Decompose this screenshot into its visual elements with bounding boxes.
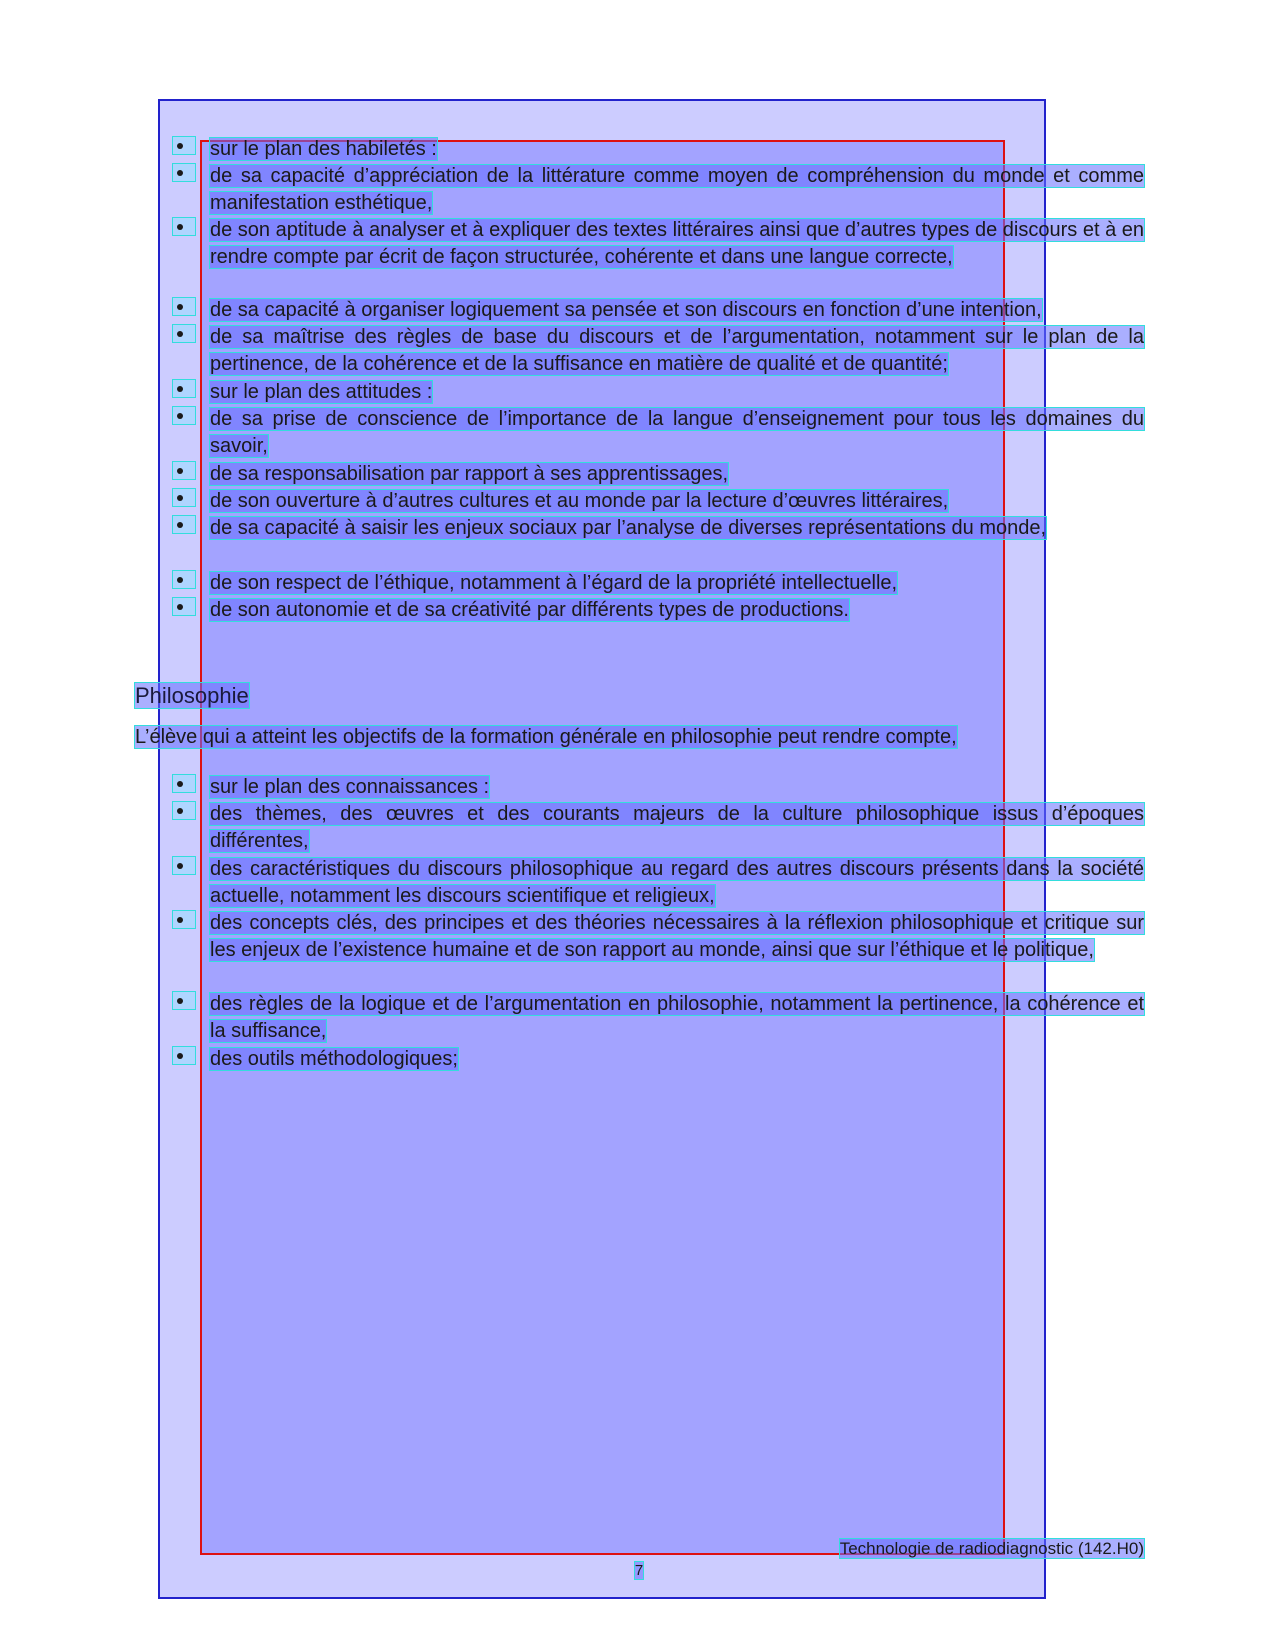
bullet-icon	[172, 801, 196, 820]
bullet-icon	[172, 488, 196, 507]
section-heading-text: Philosophie	[135, 683, 249, 708]
list-item	[172, 515, 1144, 542]
list-item	[172, 1046, 1144, 1073]
list-item	[172, 217, 1144, 270]
list-item	[172, 597, 1144, 624]
bullet-icon	[172, 324, 196, 343]
list-item	[172, 488, 1144, 515]
list-item	[172, 136, 1144, 163]
bullet-icon	[172, 856, 196, 875]
list-item	[172, 991, 1144, 1044]
list-item-text: des outils méthodologiques;	[210, 1048, 458, 1070]
list-item-text: de sa responsabilisation par rapport à ses apprentissages,	[210, 463, 729, 485]
list-item-text: des règles de la logique et de l’argumentation en philosophie, notamment la pertinence, la cohérence et la suffisance,	[210, 993, 1144, 1042]
list-item	[172, 774, 1144, 801]
list-item-text: sur le plan des connaissances :	[210, 776, 490, 798]
section-heading	[135, 683, 249, 709]
bullet-icon	[172, 136, 196, 155]
list-item-text: des concepts clés, des principes et des théories nécessaires à la réflexion philosophique et critique sur les enjeux de l’existence humaine et de son rapport au monde, ainsi que sur l’éthique et le politique,	[210, 912, 1144, 961]
bullet-icon	[172, 163, 196, 182]
bullet-icon	[172, 379, 196, 398]
list-item	[172, 461, 1144, 488]
list-item	[172, 856, 1144, 909]
list-item-text: de son ouverture à d’autres cultures et au monde par la lecture d’œuvres littéraires,	[210, 490, 949, 512]
page-number	[630, 1562, 648, 1580]
list-item-text: de son autonomie et de sa créativité par différents types de productions.	[210, 599, 849, 621]
footer-program-text: Technologie de radiodiagnostic (142.H0)	[839, 1539, 1144, 1558]
list-item-text: de sa maîtrise des règles de base du discours et de l’argumentation, notamment sur le plan de la pertinence, de la cohérence et de la suffisance en matière de qualité et de quantité;	[210, 326, 1144, 375]
section-intro-text: L’élève qui a atteint les objectifs de la formation générale en philosophie peut rendre compte,	[135, 726, 957, 748]
list-item-text: de sa prise de conscience de l’importance de la langue d’enseignement pour tous les domaines du savoir,	[210, 408, 1144, 457]
bullet-icon	[172, 597, 196, 616]
page-number-text: 7	[634, 1562, 644, 1579]
list-item-text: de sa capacité d’appréciation de la littérature comme moyen de compréhension du monde et comme manifestation esthétique,	[210, 165, 1144, 214]
bullet-icon	[172, 570, 196, 589]
bullet-icon	[172, 991, 196, 1010]
list-item	[172, 570, 1144, 597]
list-item	[172, 406, 1144, 459]
list-item-text: des caractéristiques du discours philosophique au regard des autres discours présents dans la société actuelle, notamment les discours scientifique et religieux,	[210, 858, 1144, 907]
bullet-icon	[172, 297, 196, 316]
bullet-icon	[172, 217, 196, 236]
bullet-icon	[172, 910, 196, 929]
footer-program-title	[807, 1539, 1144, 1559]
list-item-text: de son respect de l’éthique, notamment à l’égard de la propriété intellectuelle,	[210, 572, 898, 594]
list-item	[172, 297, 1144, 324]
list-item-text: sur le plan des attitudes :	[210, 381, 433, 403]
list-item	[172, 910, 1144, 963]
bullet-icon	[172, 1046, 196, 1065]
list-item	[172, 324, 1144, 377]
section-intro	[135, 724, 957, 750]
list-item-text: de sa capacité à organiser logiquement sa pensée et son discours en fonction d’une intention,	[210, 299, 1042, 321]
bullet-icon	[172, 515, 196, 534]
list-item	[172, 163, 1144, 216]
list-item	[172, 801, 1144, 854]
list-item-text: de son aptitude à analyser et à expliquer des textes littéraires ainsi que d’autres types de discours et à en rendre compte par écrit de façon structurée, cohérente et dans une langue correcte,	[210, 219, 1144, 268]
list-item-text: sur le plan des habiletés :	[210, 138, 437, 160]
bullet-icon	[172, 406, 196, 425]
list-item	[172, 379, 1144, 406]
bullet-icon	[172, 461, 196, 480]
list-item-text: de sa capacité à saisir les enjeux sociaux par l’analyse de diverses représentations du monde,	[210, 517, 1047, 539]
bullet-icon	[172, 774, 196, 793]
list-item-text: des thèmes, des œuvres et des courants majeurs de la culture philosophique issus d’époques différentes,	[210, 803, 1144, 852]
